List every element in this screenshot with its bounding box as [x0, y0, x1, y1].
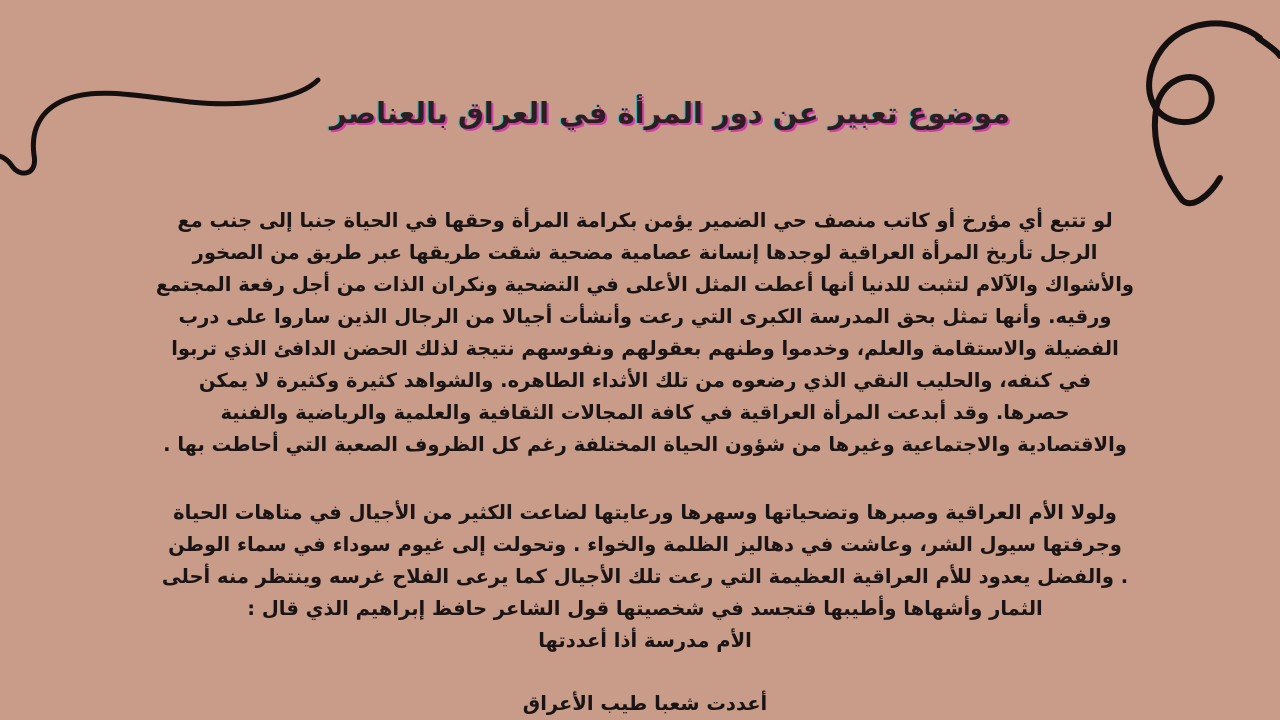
paragraph-line: حصرها. وقد أبدعت المرأة العراقية في كافة المجالات الثقافية والعلمية والرياضية والفنية [220, 401, 1070, 424]
paragraph-line: وجرفتها سيول الشر، وعاشت في دهاليز الظلمة والخواء . وتحولت إلى غيوم سوداء في سماء الوطن [168, 533, 1122, 556]
paragraph-1 [130, 205, 1160, 461]
paragraph-line: الثمار وأشهاها وأطيبها فتجسد في شخصيتها قول الشاعر حافظ إبراهيم الذي قال : [247, 597, 1043, 620]
swirl-decoration-left [0, 70, 330, 190]
page-title: موضوع تعبير عن دور المرأة في العراق بالعناصر [330, 96, 1010, 130]
poem-verse-1: الأم مدرسة أذا أعددتها [538, 629, 752, 652]
poem-verse-2: أعددت شعبا طيب الأعراق [522, 692, 768, 715]
paragraph-line: والاقتصادية والاجتماعية وغيرها من شؤون الحياة المختلفة رغم كل الظروف الصعبة التي أحاطت بها . [163, 433, 1127, 456]
paragraph-line: في كنفه، والحليب النقي الذي رضعوه من تلك الأثداء الطاهره. والشواهد كثيرة وكثيرة لا يمكن [198, 369, 1092, 392]
paragraph-line: لو تتبع أي مؤرخ أو كاتب منصف حي الضمير يؤمن بكرامة المرأة وحقها في الحياة جنبا إلى جنب مع [177, 209, 1113, 232]
swirl-decoration-right [1120, 10, 1280, 220]
paragraph-line: ورقيه. وأنها تمثل بحق المدرسة الكبرى التي رعت وأنشأت أجيالا من الرجال الذين ساروا على درب [178, 305, 1112, 328]
paragraph-2 [130, 497, 1160, 625]
paragraph-line: الرجل تأريخ المرأة العراقية لوجدها إنسانة عصامية مضحية شقت طريقها عبر طريق من الصخور [192, 241, 1098, 264]
paragraph-line: ولولا الأم العراقية وصبرها وتضحياتها وسهرها ورعايتها لضاعت الكثير من الأجيال في متاهات الحياة [173, 501, 1117, 524]
paragraph-line: الفضيلة والاستقامة والعلم، وخدموا وطنهم بعقولهم ونفوسهم نتيجة لذلك الحضن الدافئ الذي تربوا [171, 337, 1119, 360]
paragraph-line: . والفضل يعدود للأم العراقية العظيمة التي رعت تلك الأجيال كما يرعى الفلاح غرسه وينتظر منه أحلى [161, 565, 1129, 588]
paragraph-line: والأشواك والآلام لتثبت للدنيا أنها أعطت المثل الأعلى في التضحية ونكران الذات من أجل رفعة المجتمع [155, 273, 1135, 296]
